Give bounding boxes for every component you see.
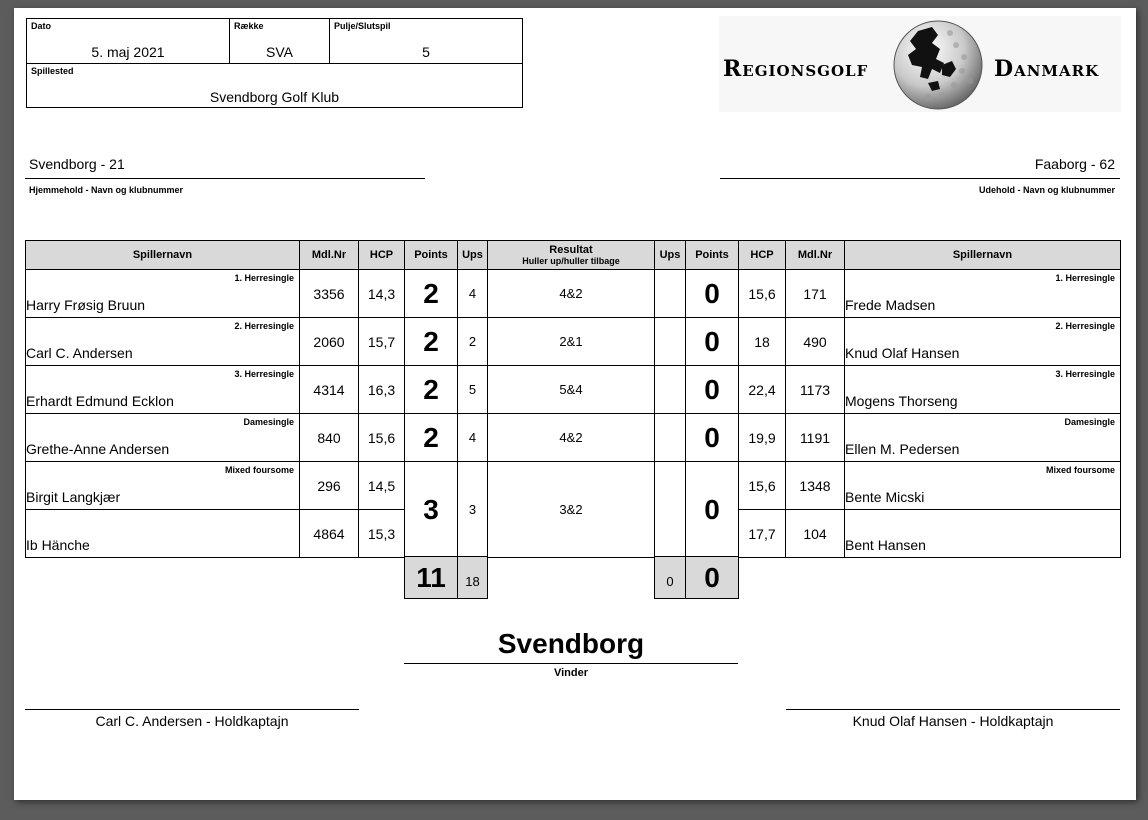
- away-player-cell: [845, 366, 1121, 414]
- match-report-page: [14, 8, 1136, 800]
- away-team-caption: Udehold - Navn og klubnummer: [978, 185, 1115, 195]
- away-player-name: Ellen M. Pedersen: [845, 441, 960, 457]
- home-hcp: 16,3: [359, 366, 405, 414]
- away-player-name: Mogens Thorseng: [845, 393, 958, 409]
- logo-text-left: Regionsgolf: [723, 56, 869, 82]
- home-player-name: Harry Frøsig Bruun: [26, 297, 146, 313]
- away-hcp: 15,6: [739, 462, 786, 510]
- home-player-cell: [26, 462, 300, 510]
- date-label: Dato: [31, 21, 51, 31]
- home-points-total: 11: [404, 556, 458, 599]
- home-mdl: 4864: [300, 510, 359, 558]
- home-ups: 5: [458, 366, 488, 414]
- home-points: 2: [405, 318, 458, 366]
- home-player-name: Ib Hänche: [26, 537, 90, 553]
- away-hcp: 17,7: [739, 510, 786, 558]
- home-team-caption: Hjemmehold - Navn og klubnummer: [29, 185, 184, 195]
- header-away-player: Spillernavn: [845, 241, 1121, 270]
- home-ups: 3: [458, 462, 488, 558]
- home-hcp: 14,3: [359, 270, 405, 318]
- result: 2&1: [488, 318, 655, 366]
- away-ups: [655, 462, 686, 558]
- home-points: 2: [405, 270, 458, 318]
- date-cell: [27, 19, 230, 64]
- category-label: Mixed foursome: [1045, 465, 1115, 475]
- header-result-title: Resultat: [549, 244, 593, 256]
- away-player-cell: [845, 414, 1121, 462]
- away-captain-line: [786, 709, 1120, 710]
- category-label: 1. Herresingle: [234, 273, 294, 283]
- home-points: 2: [405, 414, 458, 462]
- date-value: 5. maj 2021: [91, 44, 165, 60]
- category-label: Damesingle: [243, 417, 294, 427]
- away-ups: [655, 270, 686, 318]
- away-mdl: 171: [786, 270, 845, 318]
- away-team-line: [720, 178, 1120, 179]
- away-mdl: 1173: [786, 366, 845, 414]
- header-home-ups: Ups: [458, 241, 488, 270]
- away-points: 0: [686, 366, 739, 414]
- away-points: 0: [686, 270, 739, 318]
- home-mdl: 840: [300, 414, 359, 462]
- header-away-mdl: Mdl.Nr: [786, 241, 845, 270]
- category-label: 3. Herresingle: [234, 369, 294, 379]
- away-hcp: 19,9: [739, 414, 786, 462]
- table-row-foursome: [26, 462, 1121, 510]
- header-away-ups: Ups: [655, 241, 686, 270]
- pool-value: 5: [422, 44, 430, 60]
- table-row: [26, 414, 1121, 462]
- category-label: Damesingle: [1064, 417, 1115, 427]
- winner-name: Svendborg: [497, 628, 645, 659]
- golf-ball-map-icon: [892, 19, 984, 111]
- pool-cell: [330, 19, 522, 64]
- home-player-cell: [26, 318, 300, 366]
- category-label: 2. Herresingle: [234, 321, 294, 331]
- away-player-cell: [845, 510, 1121, 558]
- away-mdl: 1348: [786, 462, 845, 510]
- result: 5&4: [488, 366, 655, 414]
- home-player-name: Grethe-Anne Andersen: [26, 441, 170, 457]
- home-ups: 4: [458, 414, 488, 462]
- away-mdl: 104: [786, 510, 845, 558]
- home-team-name: Svendborg - 21: [29, 156, 125, 172]
- away-ups: [655, 414, 686, 462]
- home-points: 2: [405, 366, 458, 414]
- row-value: SVA: [266, 44, 293, 60]
- table-header-row: [26, 241, 1121, 270]
- regionsgolf-logo: [719, 16, 1121, 112]
- table-row: [26, 318, 1121, 366]
- home-mdl: 3356: [300, 270, 359, 318]
- result: 3&2: [488, 462, 655, 558]
- away-points: 0: [686, 462, 739, 558]
- logo-text-right: Danmark: [994, 56, 1100, 82]
- category-label: 2. Herresingle: [1055, 321, 1115, 331]
- away-hcp: 22,4: [739, 366, 786, 414]
- category-label: 3. Herresingle: [1055, 369, 1115, 379]
- home-hcp: 15,6: [359, 414, 405, 462]
- away-mdl: 490: [786, 318, 845, 366]
- away-player-cell: [845, 318, 1121, 366]
- home-player-cell: [26, 366, 300, 414]
- table-row: [26, 366, 1121, 414]
- home-ups: 4: [458, 270, 488, 318]
- header-away-points: Points: [686, 241, 739, 270]
- category-label: 1. Herresingle: [1055, 273, 1115, 283]
- away-player-cell: [845, 462, 1121, 510]
- home-player-cell: [26, 510, 300, 558]
- header-result: [488, 241, 655, 270]
- away-hcp: 18: [739, 318, 786, 366]
- away-player-name: Bent Hansen: [845, 537, 926, 553]
- home-player-name: Birgit Langkjær: [26, 489, 121, 505]
- result: 4&2: [488, 414, 655, 462]
- away-captain: Knud Olaf Hansen - Holdkaptajn: [852, 713, 1054, 729]
- match-table: [25, 240, 1121, 558]
- home-ups: 2: [458, 318, 488, 366]
- away-player-cell: [845, 270, 1121, 318]
- header-away-hcp: HCP: [739, 241, 786, 270]
- home-captain: Carl C. Andersen - Holdkaptajn: [95, 713, 289, 729]
- venue-label: Spillested: [31, 66, 74, 76]
- winner-label: Vinder: [553, 667, 589, 679]
- away-points: 0: [686, 318, 739, 366]
- home-captain-line: [25, 709, 359, 710]
- header-home-points: Points: [405, 241, 458, 270]
- home-ups-total: 18: [457, 556, 488, 599]
- result: 4&2: [488, 270, 655, 318]
- header-home-mdl: Mdl.Nr: [300, 241, 359, 270]
- home-player-name: Carl C. Andersen: [26, 345, 133, 361]
- home-hcp: 14,5: [359, 462, 405, 510]
- home-team-line: [25, 178, 425, 179]
- venue-value: Svendborg Golf Klub: [209, 89, 340, 105]
- winner-line: [404, 663, 738, 664]
- home-hcp: 15,7: [359, 318, 405, 366]
- home-hcp: 15,3: [359, 510, 405, 558]
- away-ups: [655, 366, 686, 414]
- pool-label: Pulje/Slutspil: [334, 21, 391, 31]
- row-label: Række: [234, 21, 264, 31]
- home-player-cell: [26, 270, 300, 318]
- header-result-subtitle: Huller up/huller tilbage: [522, 256, 620, 266]
- away-player-name: Frede Madsen: [845, 297, 936, 313]
- home-points: 3: [405, 462, 458, 558]
- row-cell: [230, 19, 330, 64]
- away-team-name: Faaborg - 62: [1034, 156, 1115, 172]
- home-mdl: 4314: [300, 366, 359, 414]
- home-mdl: 2060: [300, 318, 359, 366]
- home-player-cell: [26, 414, 300, 462]
- venue-cell: [27, 64, 522, 107]
- away-points-total: 0: [685, 556, 739, 599]
- match-info-box: [26, 18, 523, 108]
- table-row: [26, 270, 1121, 318]
- away-player-name: Bente Micski: [845, 489, 925, 505]
- away-mdl: 1191: [786, 414, 845, 462]
- away-ups: [655, 318, 686, 366]
- away-points: 0: [686, 414, 739, 462]
- away-hcp: 15,6: [739, 270, 786, 318]
- away-ups-total: 0: [654, 556, 686, 599]
- header-home-player: Spillernavn: [26, 241, 300, 270]
- header-home-hcp: HCP: [359, 241, 405, 270]
- category-label: Mixed foursome: [224, 465, 294, 475]
- home-mdl: 296: [300, 462, 359, 510]
- home-player-name: Erhardt Edmund Ecklon: [26, 393, 174, 409]
- away-player-name: Knud Olaf Hansen: [845, 345, 960, 361]
